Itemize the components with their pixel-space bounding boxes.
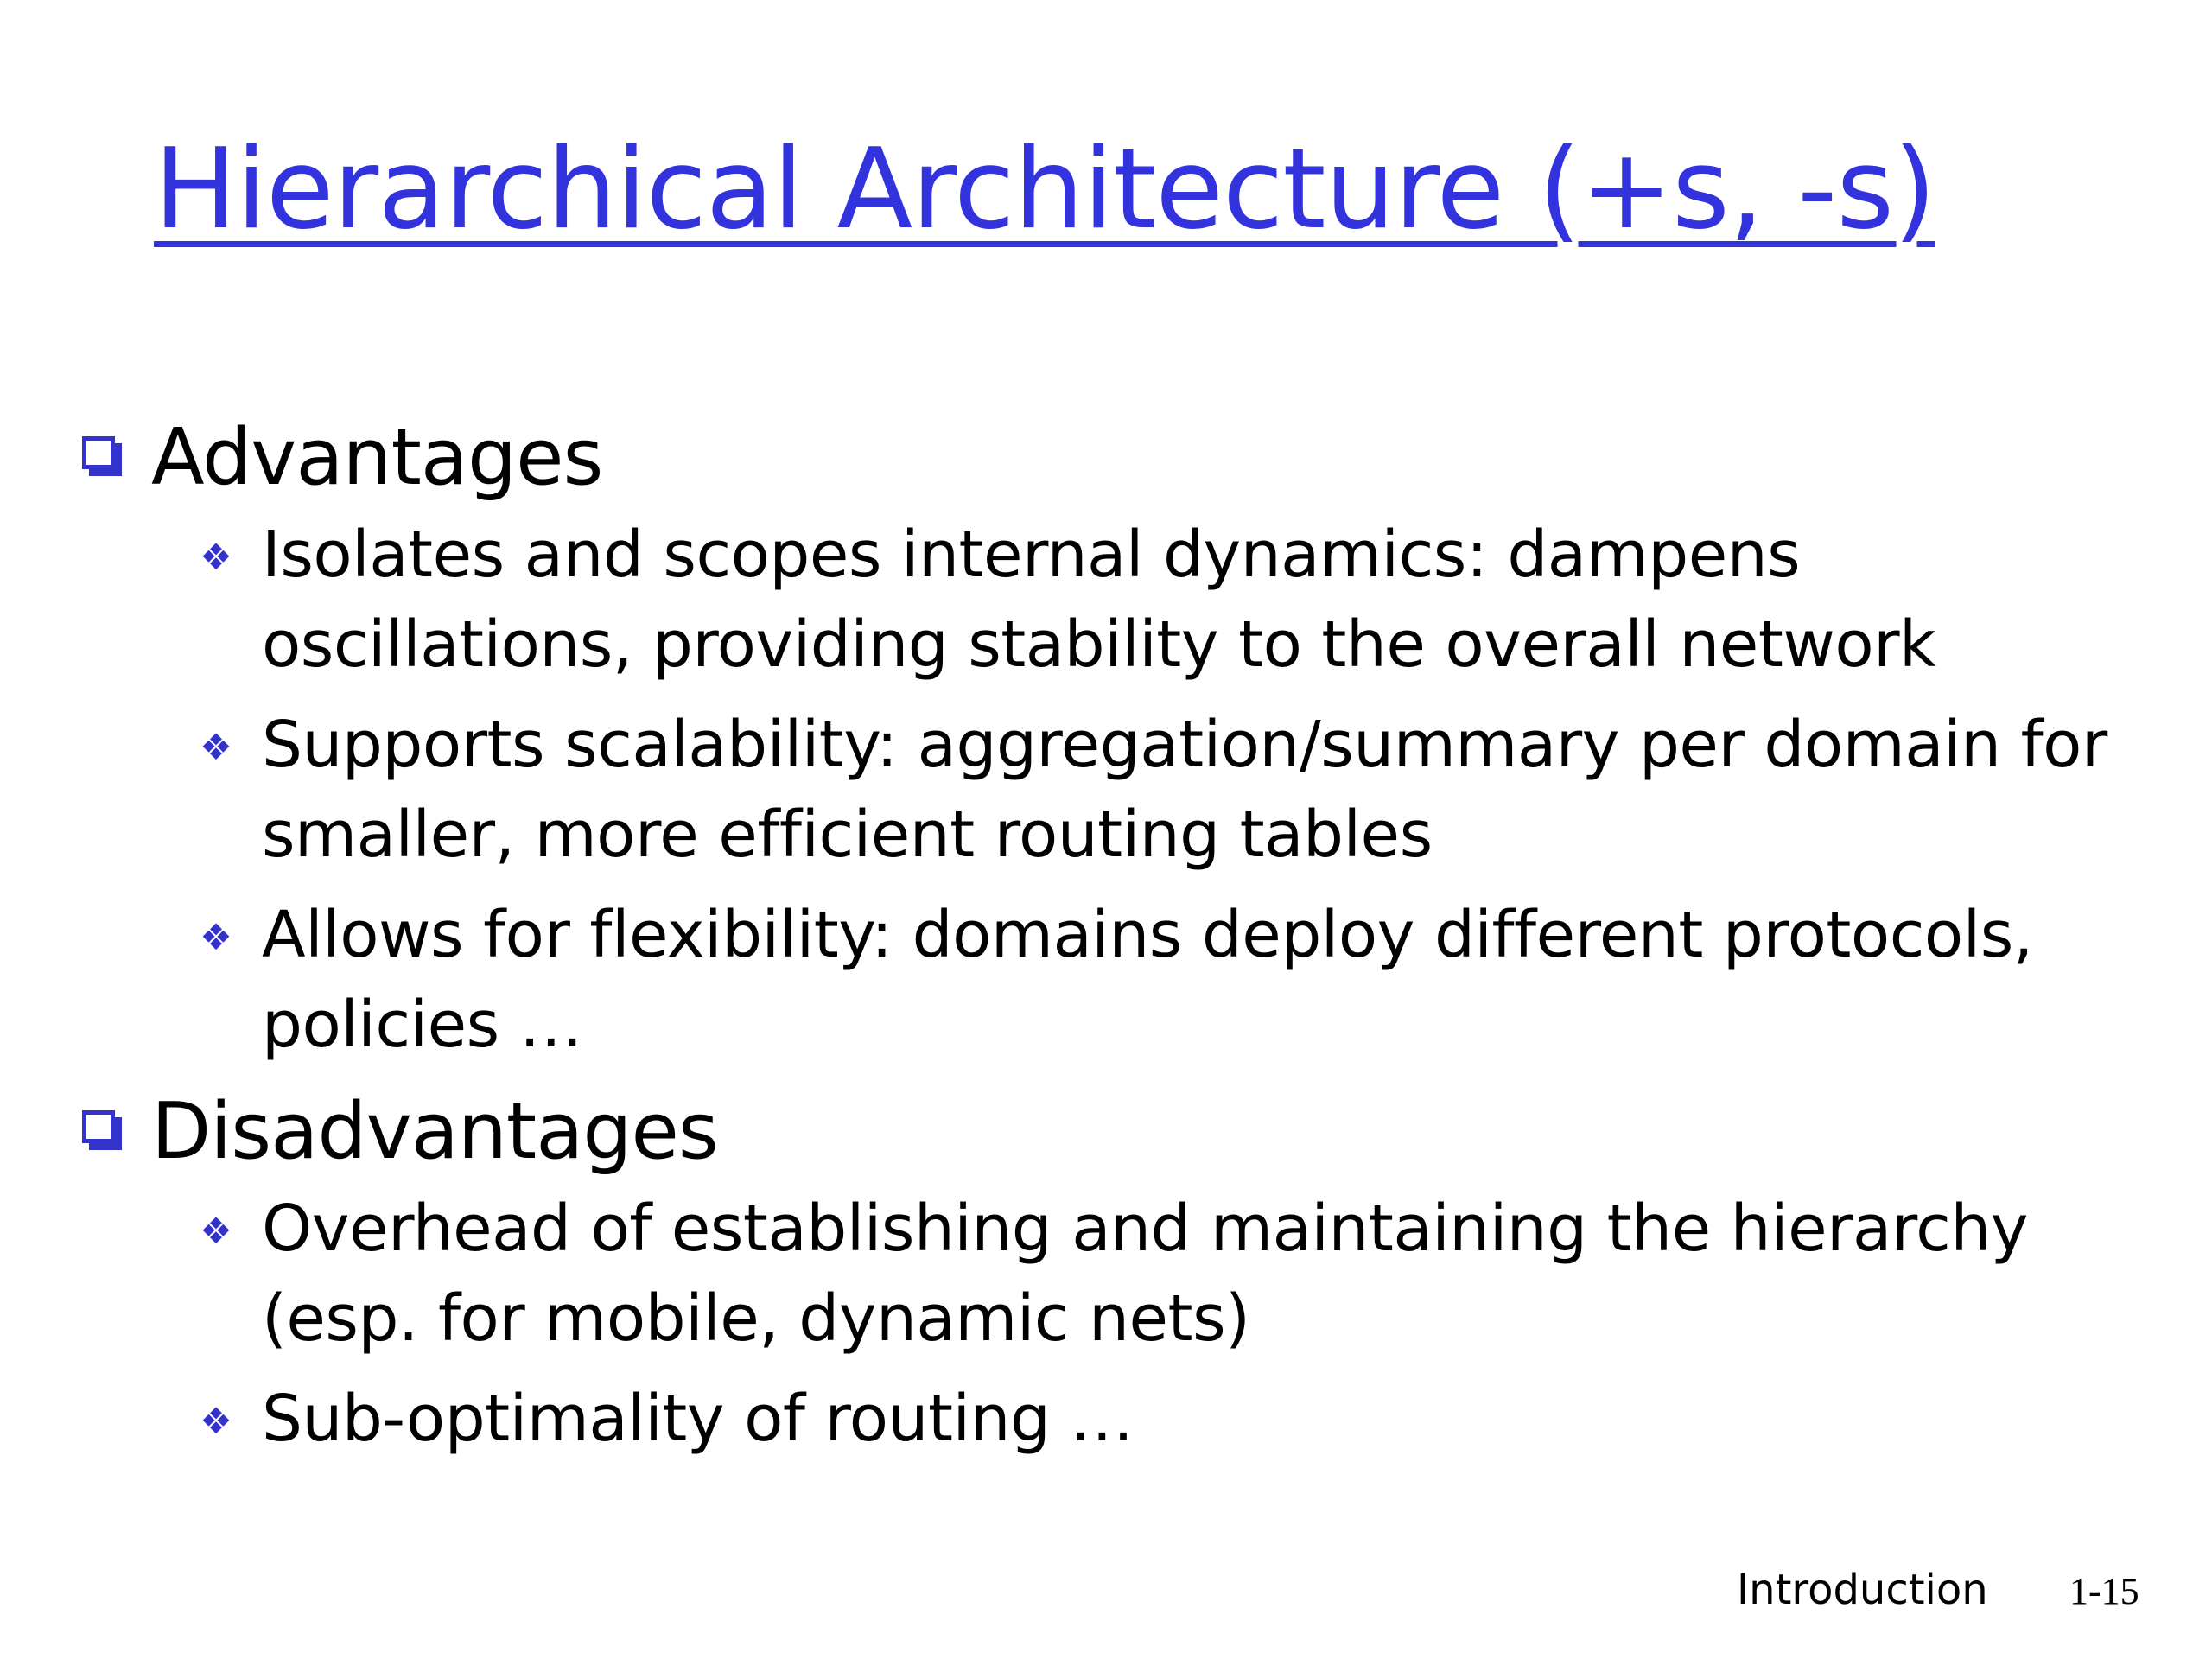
list-item — [194, 1184, 2173, 1363]
section-heading-row — [82, 406, 2173, 510]
square-bullet-icon — [82, 1110, 125, 1154]
list-item-text: Supports scalability: aggregation/summary per domain for smaller, more efficient routing tables — [262, 708, 2107, 872]
list-item — [194, 890, 2173, 1070]
list-item-text: Sub-optimality of routing … — [262, 1382, 1134, 1456]
list-item-text: Overhead of establishing and maintaining the hierarchy (esp. for mobile, dynamic nets) — [262, 1192, 2029, 1356]
list-item — [194, 700, 2173, 880]
advantages-list — [194, 510, 2173, 1070]
section-disadvantages — [82, 1080, 2173, 1464]
footer-page-number: 1-15 — [2069, 1570, 2139, 1612]
square-bullet-icon — [82, 436, 125, 480]
slide-title: Hierarchical Architecture (+s, -s) — [154, 125, 1936, 254]
diamond-bullet-icon: ❖ — [200, 536, 232, 578]
list-item-text: Isolates and scopes internal dynamics: dampens oscillations, providing stability to the overall network — [262, 518, 1936, 682]
list-item-text: Allows for flexibility: domains deploy different protocols, policies … — [262, 898, 2033, 1062]
slide-content — [82, 406, 2173, 1474]
section-label-advantages: Advantages — [151, 412, 603, 503]
list-item — [194, 1374, 2173, 1464]
diamond-bullet-icon: ❖ — [200, 1210, 232, 1252]
list-item — [194, 510, 2173, 690]
diamond-bullet-icon: ❖ — [200, 726, 232, 768]
diamond-bullet-icon: ❖ — [200, 916, 232, 958]
section-label-disadvantages: Disadvantages — [151, 1086, 718, 1177]
section-heading-row — [82, 1080, 2173, 1184]
footer-section-label: Introduction — [1737, 1566, 1988, 1614]
section-advantages — [82, 406, 2173, 1070]
disadvantages-list — [194, 1184, 2173, 1464]
diamond-bullet-icon: ❖ — [200, 1400, 232, 1442]
